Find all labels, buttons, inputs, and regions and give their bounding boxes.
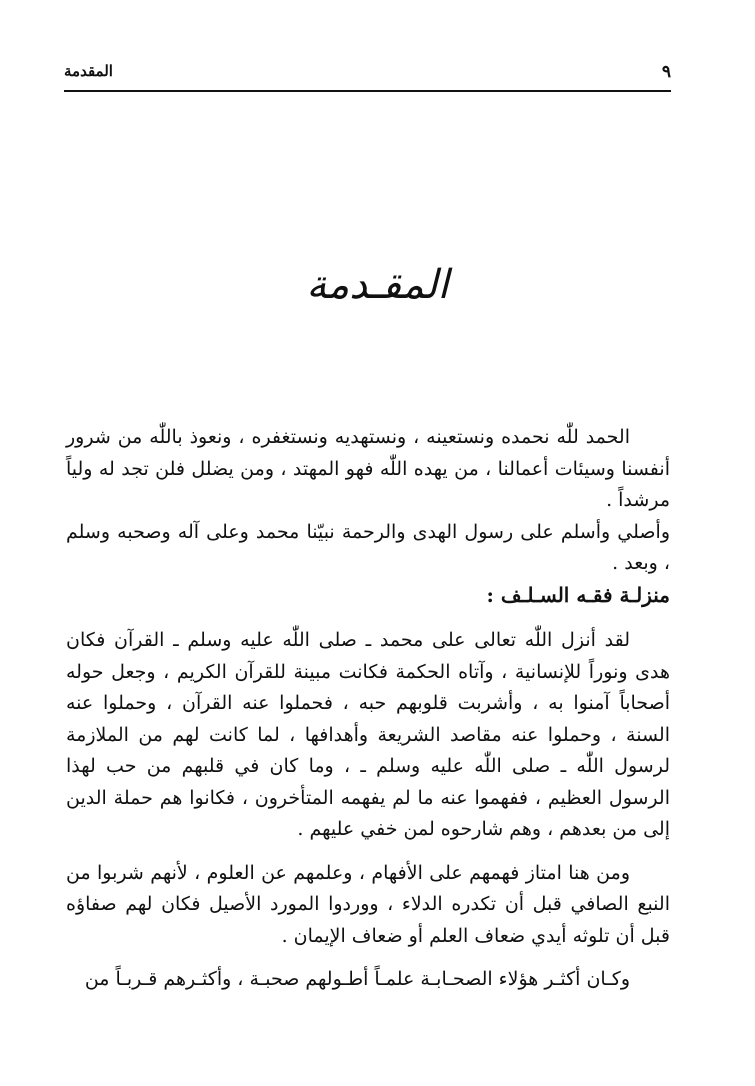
page-number: ٩ — [661, 62, 671, 82]
paragraph-2: ومن هنا امتاز فهمهم على الأفهام ، وعلمهم عن العلوم ، لأنهم شربوا من النبع الصافي قبل أن تكدره الدلاء ، ووردوا المورد الأصيل فكان لهم صفاؤه قبل أن تلوثه أيدي ضعاف العلم أو ضعاف الإيمان . — [66, 861, 670, 947]
paragraph-1: لقد أنزل اللّٰه تعالى على محمد ـ صلى اللّٰه عليه وسلم ـ القرآن فكان هدى ونوراً للإنسانية ، وآتاه الحكمة فكانت مبينة للقرآن الكريم ، وجعل حوله أصحاباً آمنوا به ، وأشربت قلوبهم حبه ، فحملوا عنه القرآن ، وحملوا عنه السنة ، وحملوا عنه مقاصد الشريعة وأهدافها ، لما كانت لهم من الملازمة لرسول اللّٰه ـ صلى اللّٰه عليه وسلم ـ ، وما كان في قلبهم من حب لهذا الرسول العظيم ، ففهموا عنه ما لم يفهمه المتأخرون ، فكانوا هم حملة الدين إلى من بعدهم ، وهم شارحوه لمن خفي عليهم . — [66, 629, 670, 840]
section-heading: منزلـة فقـه السـلـف : — [486, 582, 670, 607]
paragraph-3: وكـان أكثـر هؤلاء الصحـابـة علمـاً أطـولهم صحبـة ، وأكثـرهم قـربـاً من — [84, 968, 630, 990]
body-text — [66, 422, 670, 996]
chapter-title: المقـدمة — [306, 262, 449, 308]
running-header-title: المقدمة — [64, 62, 113, 80]
header-rule — [64, 90, 671, 92]
running-header — [64, 62, 671, 92]
intro-paragraph: الحمد للّٰه نحمده ونستعينه ، ونستهديه ونستغفره ، ونعوذ باللّٰه من شرور أنفسنا وسيئات أعمالنا ، من يهده اللّٰه فهو المهتد ، ومن يضلل فلن تجد له ولياً مرشداً . — [66, 426, 670, 511]
blessing-line: وأصلي وأسلم على رسول الهدى والرحمة نبيّنا محمد وعلى آله وصحبه وسلم ، وبعد . — [66, 520, 670, 574]
